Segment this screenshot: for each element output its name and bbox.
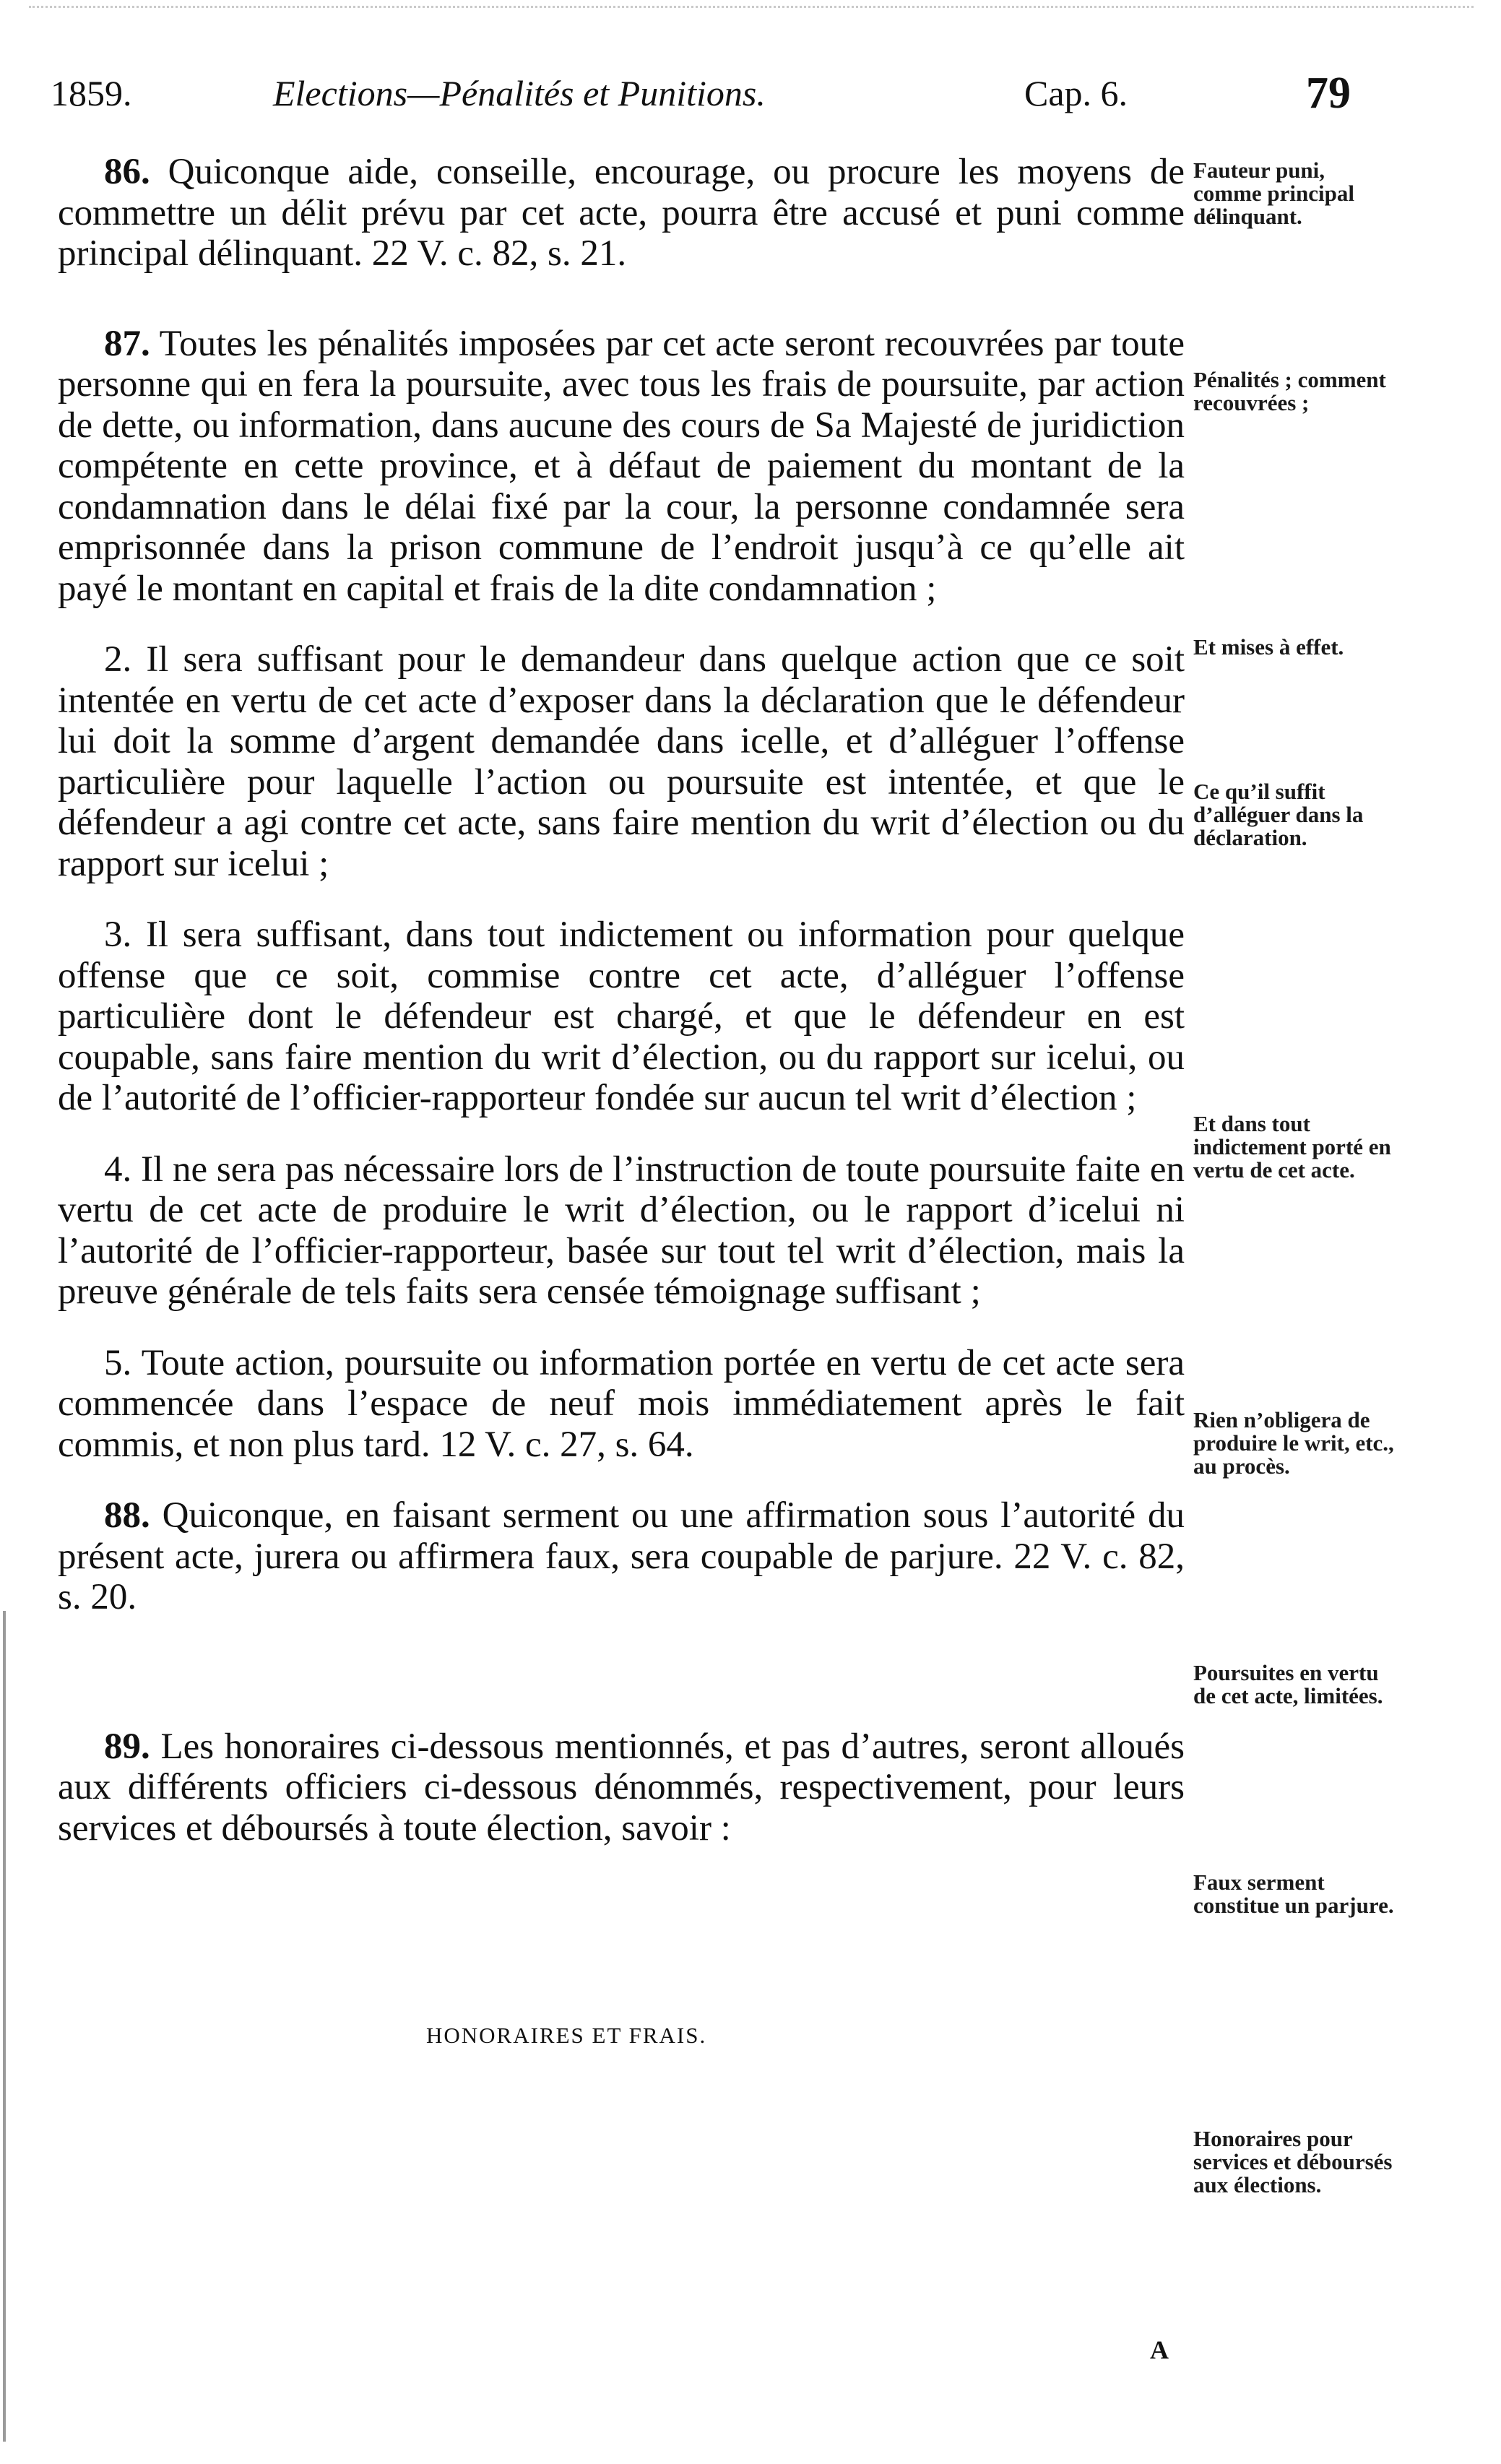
sidenote-rien-n-obligera: Rien n’obligera de produire le writ, etc., au procès.: [1193, 1407, 1394, 1479]
header-year: 1859.: [51, 73, 132, 113]
sidenote-fauteur: Fauteur puni, comme principal délinquant.: [1193, 157, 1354, 229]
header-title: Elections—Pénalités et Punitions.: [273, 73, 766, 113]
subsection-number: 5.: [104, 1342, 132, 1383]
paragraph-text: Toute action, poursuite ou information portée en vertu de cet acte sera commencée dans l’espace de neuf mois immédiatement après le fait commis, et non plus tard. 12 V. c. 27, s. 64.: [58, 1342, 1185, 1465]
paragraph-88: [58, 1495, 1185, 1618]
section-heading: HONORAIRES ET FRAIS.: [426, 2023, 707, 2048]
top-scan-border: [29, 6, 1474, 18]
paragraph-text: Il sera suffisant, dans tout indictement ou information pour quelque offense que ce soit, commise contre cet acte, d’alléguer l’offense particulière dont le défendeur est chargé, et que le défendeur en est coupable, sans faire mention du writ d’élection, ou du rapport sur icelui, ou de l’autorité de l’officier-rapporteur fondée sur aucun tel writ d’élection ;: [58, 915, 1185, 1118]
sidenote-faux-serment: Faux serment constitue un parjure.: [1193, 1869, 1394, 1918]
subsection-number: 2.: [104, 639, 132, 680]
page-number: 79: [1306, 69, 1351, 118]
section-number: 89.: [104, 1726, 150, 1767]
left-scan-edge: [3, 1611, 6, 2442]
paragraph-87-5: [58, 1343, 1185, 1466]
sidenote-penalites: Pénalités ; comment recouvrées ;: [1193, 367, 1386, 415]
paragraph-87: [58, 324, 1185, 610]
sidenote-honoraires: Honoraires pour services et déboursés aux élections.: [1193, 2126, 1393, 2197]
paragraph-text: Il ne sera pas nécessaire lors de l’instruction de toute poursuite faite en vertu de cet acte de produire le writ d’élection, ou le rapport d’icelui ni l’autorité de l’officier-rapporteur, basée sur tout tel writ d’élection, mais la preuve générale de tels faits sera censée témoignage suffisant ;: [58, 1149, 1185, 1312]
paragraph-89: [58, 1726, 1185, 1849]
header-chapter: Cap. 6.: [1024, 73, 1128, 113]
sidenote-poursuites: Poursuites en vertu de cet acte, limitées.: [1193, 1660, 1383, 1708]
section-number: 87.: [104, 323, 150, 364]
section-number: 88.: [104, 1495, 150, 1536]
paragraph-text: Quiconque, en faisant serment ou une affirmation sous l’autorité du présent acte, jurera ou affirmera faux, sera coupable de parjure. 22 V. c. 82, s. 20.: [58, 1495, 1185, 1617]
subsection-number: 4.: [104, 1149, 132, 1190]
paragraph-text: Toutes les pénalités imposées par cet acte seront recouvrées par toute personne qui en fera la poursuite, avec tous les frais de poursuite, par action de dette, ou information, dans aucune des cours de Sa Majesté de juridiction compétente en cette province, et à défaut de paiement du montant de la condamnation dans le délai fixé par la cour, la personne condamnée sera emprisonnée dans la prison commune de l’endroit jusqu’à ce qu’elle ait payé le montant en capital et frais de la dite condamnation ;: [58, 323, 1185, 609]
section-number: 86.: [104, 152, 150, 192]
paragraph-87-2: [58, 639, 1185, 884]
paragraph-text: Quiconque aide, conseille, encourage, ou procure les moyens de commettre un délit prévu par cet acte, pourra être accusé et puni comme principal délinquant. 22 V. c. 82, s. 21.: [58, 152, 1185, 274]
body-text: [58, 152, 1185, 1849]
subsection-number: 3.: [104, 915, 132, 955]
sidenote-indictement: Et dans tout indictement porté en vertu de cet acte.: [1193, 1111, 1391, 1183]
signature-mark: A: [1150, 2335, 1169, 2364]
paragraph-text: Les honoraires ci-dessous mentionnés, et pas d’autres, seront alloués aux différents officiers ci-dessous dénommés, respectivement, pour leurs services et déboursés à toute élection, savoir :: [58, 1726, 1185, 1849]
running-header: [51, 69, 1372, 123]
paragraph-87-4: [58, 1149, 1185, 1313]
paragraph-86: [58, 152, 1185, 275]
sidenote-declaration: Ce qu’il suffit d’alléguer dans la déclaration.: [1193, 779, 1364, 850]
paragraph-87-3: [58, 915, 1185, 1119]
paragraph-text: Il sera suffisant pour le demandeur dans quelque action que ce soit intentée en vertu de cet acte d’exposer dans la déclaration que le défendeur lui doit la somme d’argent demandée dans icelle, et d’alléguer l’offense particulière pour laquelle l’action ou poursuite est intentée, et que le défendeur a agi contre cet acte, sans faire mention du writ d’élection ou du rapport sur icelui ;: [58, 639, 1185, 884]
sidenote-mises-a-effet: Et mises à effet.: [1193, 634, 1344, 660]
